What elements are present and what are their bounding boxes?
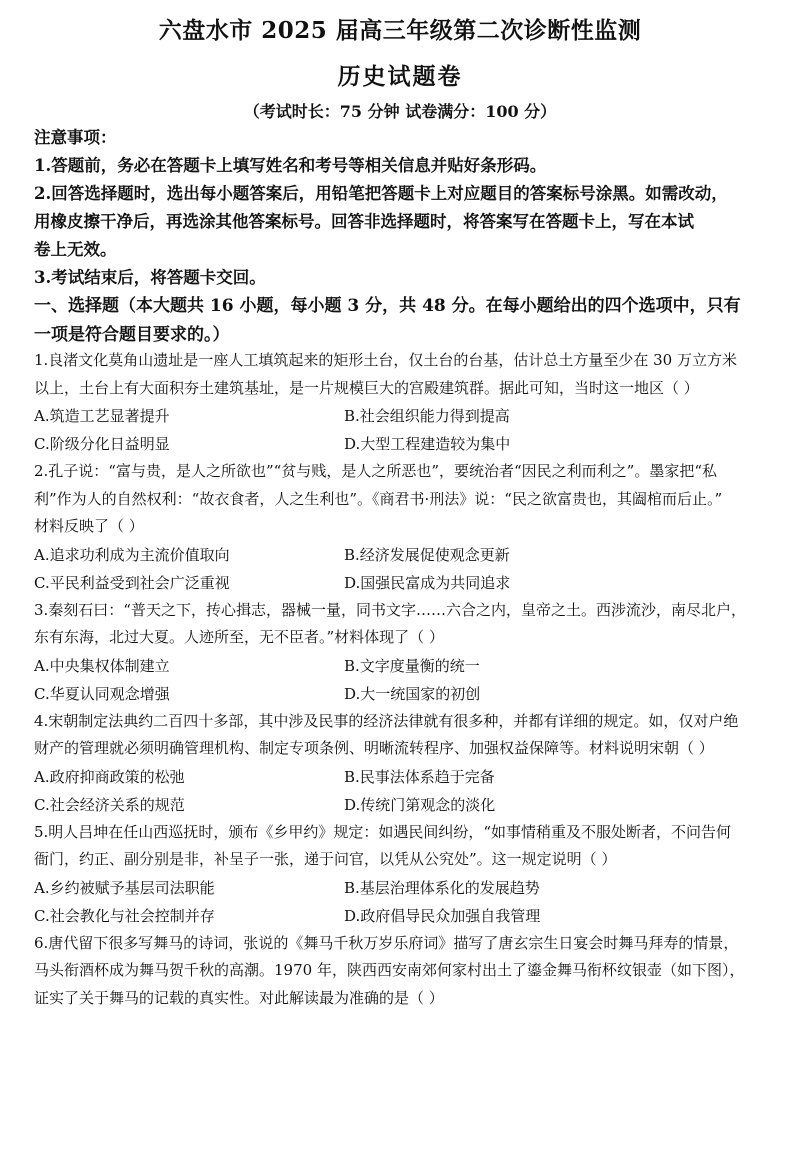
options [34, 763, 780, 819]
question-stem-line: 证实了关于舞马的记载的真实性。对此解读最为准确的是（ ） [34, 988, 444, 1007]
paper-subject-title: 历史试题卷 [337, 63, 463, 90]
question-stem-line: 3.秦刻石曰：“普天之下，抟心揖志，器械一量，同书文字……六合之内，皇帝之土。西涉流沙，南尽北户， [34, 600, 746, 619]
question-stem-line: 财产的管理就必须明确管理机构、制定专项条例、明晰流转程序、加强权益保障等。材料说明宋朝（ ） [34, 739, 714, 757]
option-d: D.大一统国家的初创 [344, 684, 481, 703]
option-a: A.政府抑商政策的松弛 [34, 767, 185, 786]
options [34, 541, 780, 597]
option-a: A.筑造工艺显著提升 [34, 407, 170, 425]
notes-heading: 注意事项： [34, 128, 117, 147]
option-b: B.社会组织能力得到提高 [344, 407, 510, 425]
option-d: D.国强民富成为共同追求 [344, 573, 511, 592]
question-stem-line: 衙门，约正、副分别是非，补呈子一张，递于问官，以凭从公究处”。这一规定说明（ ） [34, 850, 617, 868]
option-c: C.社会经济关系的规范 [34, 795, 185, 814]
question-stem-line: 2.孔子说：“富与贵，是人之所欲也”“贫与贱，是人之所恶也”，要统治者“因民之利而利之”。墨家把“私 [34, 462, 717, 480]
question-stem-line: 东有东海，北过大夏。人迹所至，无不臣者。”材料体现了（ ） [34, 628, 444, 646]
exam-title: 六盘水市 2025 届高三年级第二次诊断性监测 [158, 17, 642, 44]
option-b: B.经济发展促使观念更新 [344, 545, 510, 564]
notes-block [34, 124, 774, 350]
exam-info: （考试时长：75 分钟 试卷满分：100 分） [243, 102, 557, 121]
option-a: A.乡约被赋予基层司法职能 [34, 878, 215, 897]
question-1 [34, 347, 780, 458]
note-item: 3.考试结束后，将答题卡交回。 [34, 268, 266, 287]
option-a: A.中央集权体制建立 [34, 656, 170, 675]
option-b: B.文字度量衡的统一 [344, 656, 480, 675]
option-b: B.民事法体系趋于完备 [344, 767, 495, 786]
question-stem-line: 材料反映了（ ） [34, 517, 144, 535]
option-c: C.社会教化与社会控制并存 [34, 906, 215, 925]
option-a: A.追求功利成为主流价值取向 [34, 545, 230, 564]
note-item: 1.答题前，务必在答题卡上填写姓名和考号等相关信息并贴好条形码。 [34, 156, 547, 175]
question-stem-line: 1.良渚文化莫角山遗址是一座人工填筑起来的矩形土台，仅土台的台基，估计总土方量至少在 30 万立方米 [34, 351, 737, 369]
options [34, 874, 780, 930]
question-3 [34, 597, 780, 708]
question-6 [34, 930, 780, 1013]
question-stem-line: 4.宋朝制定法典约二百四十多部，其中涉及民事的经济法律就有很多种，并都有详细的规定。如，仅对户绝 [34, 711, 739, 730]
section-heading: 一项是符合题目要求的。） [34, 325, 230, 345]
question-stem-line: 5.明人吕坤在任山西巡抚时，颁布《乡甲约》规定：如遇民间纠纷，“如事情稍重及不服处断者，不问告何 [34, 822, 731, 841]
questions-block [34, 347, 780, 1012]
question-stem-line: 利”作为人的自然权利：“故衣食者，人之生利也”。《商君书·刑法》说：“民之欲富贵也，其阖棺而后止。” [34, 489, 723, 508]
option-d: D.传统门第观念的淡化 [344, 795, 496, 814]
option-b: B.基层治理体系化的发展趋势 [344, 878, 540, 897]
note-item: 卷上无效。 [34, 240, 117, 259]
section-heading: 一、选择题（本大题共 16 小题，每小题 3 分，共 48 分。在每小题给出的四个选项中，只有 [34, 296, 741, 316]
question-stem-line: 马头衔酒杯成为舞马贺千秋的高潮。1970 年，陕西西安南郊何家村出土了鎏金舞马衔杯纹银壶（如下图）， [34, 961, 745, 979]
option-c: C.阶级分化日益明显 [34, 435, 170, 453]
option-d: D.大型工程建造较为集中 [344, 435, 511, 453]
question-2 [34, 458, 780, 597]
question-4 [34, 708, 780, 819]
option-c: C.华夏认同观念增强 [34, 684, 170, 703]
question-5 [34, 819, 780, 930]
options [34, 652, 780, 708]
note-item: 2.回答选择题时，选出每小题答案后，用铅笔把答题卡上对应题目的答案标号涂黑。如需改动， [34, 184, 728, 203]
options [34, 402, 780, 458]
option-d: D.政府倡导民众加强自我管理 [344, 906, 541, 925]
option-c: C.平民利益受到社会广泛重视 [34, 573, 230, 592]
note-item: 用橡皮擦干净后，再选涂其他答案标号。回答非选择题时，将答案写在答题卡上，写在本试 [34, 212, 694, 231]
question-stem-line: 6.唐代留下很多写舞马的诗词，张说的《舞马千秋万岁乐府词》描写了唐玄宗生日宴会时舞马拜寿的情景， [34, 933, 739, 952]
question-stem-line: 以上，土台上有大面积夯土建筑基址，是一片规模巨大的宫殿建筑群。据此可知，当时这一地区（ ） [34, 378, 699, 397]
